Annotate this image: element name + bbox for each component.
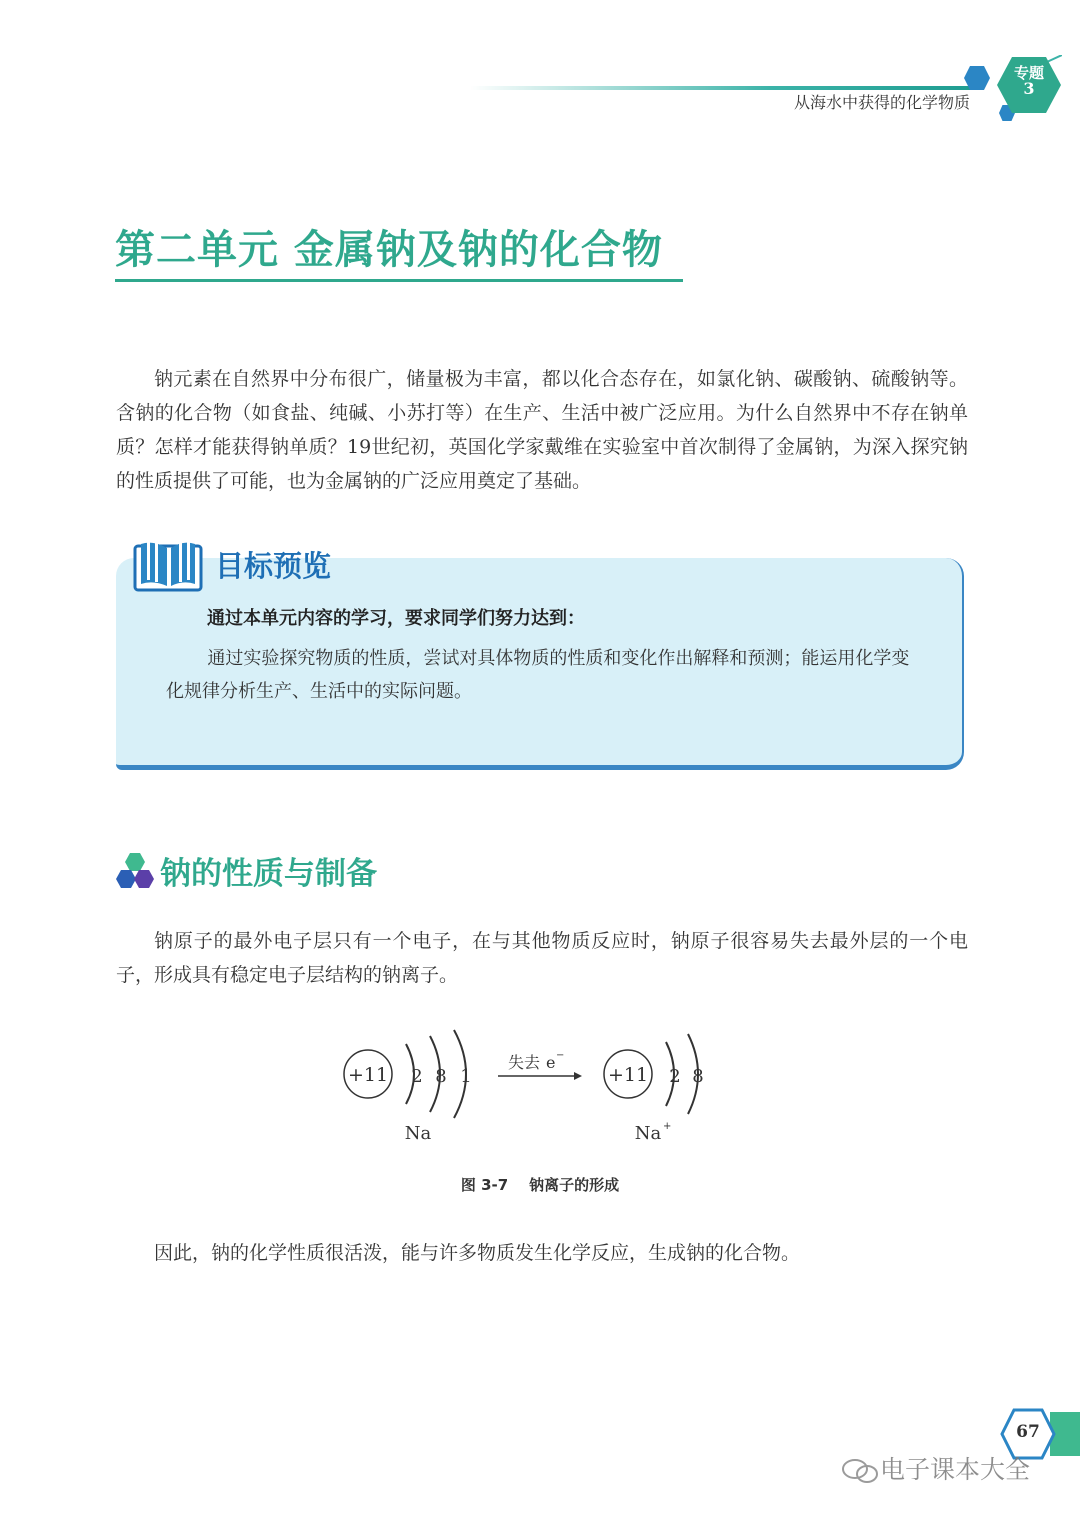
watermark-text: 电子课本大全 bbox=[880, 1455, 1031, 1484]
sodium-ion bbox=[604, 1034, 704, 1144]
na-shell-2: 8 bbox=[435, 1066, 447, 1087]
section-title: 钠的性质与制备 bbox=[160, 856, 377, 892]
chapter-title: 从海水中获得的化学物质 bbox=[793, 93, 970, 112]
badge-number: 3 bbox=[1023, 79, 1035, 98]
electron-charge: − bbox=[556, 1050, 565, 1061]
electron-symbol: e bbox=[546, 1053, 556, 1072]
na-label: Na bbox=[404, 1123, 432, 1144]
ion-shell-2: 8 bbox=[692, 1066, 704, 1087]
reaction-arrow bbox=[498, 1050, 582, 1080]
sodium-atom bbox=[344, 1030, 472, 1144]
goals-title: 目标预览 bbox=[215, 549, 332, 583]
hexagon-decoration-icon bbox=[963, 65, 991, 91]
unit-title: 第二单元 金属钠及钠的化合物 bbox=[115, 227, 663, 273]
page-number: 67 bbox=[1016, 1422, 1040, 1442]
chapter-badge bbox=[1004, 65, 1054, 97]
ion-label: Na bbox=[634, 1123, 662, 1144]
arrow-label: 失去 bbox=[508, 1053, 541, 1072]
intro-paragraph: 钠元素在自然界中分布很广，储量极为丰富，都以化合态存在，如氯化钠、碳酸钠、硫酸钠等。含钠的化合物（如食盐、纯碱、小苏打等）在生产、生活中被广泛应用。为什么自然界中不存在钠单质？怎样才能获得钠单质？19世纪初，英国化学家戴维在实验室中首次制得了金属钠，为深入探究钠的性质提供了可能，也为金属钠的广泛应用奠定了基础。 bbox=[116, 368, 968, 492]
watermark bbox=[840, 1450, 1030, 1486]
section-paragraph-2: 因此，钠的化学性质很活泼，能与许多物质发生化学反应，生成钠的化合物。 bbox=[154, 1242, 801, 1264]
sodium-ion-formation-diagram bbox=[330, 1028, 750, 1158]
na-nucleus: +11 bbox=[347, 1064, 389, 1086]
hexagon-cluster-icon bbox=[115, 852, 155, 890]
na-shell-1: 2 bbox=[411, 1066, 423, 1087]
na-shell-3: 1 bbox=[460, 1066, 472, 1087]
ion-shell-1: 2 bbox=[669, 1066, 681, 1087]
book-icon bbox=[133, 536, 205, 592]
figure-caption: 图 3-7 钠离子的形成 bbox=[460, 1176, 620, 1194]
section-paragraph: 钠原子的最外电子层只有一个电子，在与其他物质反应时，钠原子很容易失去最外层的一个电子，形成具有稳定电子层结构的钠离子。 bbox=[116, 930, 968, 986]
title-underline bbox=[115, 279, 683, 282]
watermark-icon bbox=[840, 1457, 880, 1485]
badge-label: 专题 bbox=[1013, 64, 1044, 82]
ion-nucleus: +11 bbox=[607, 1064, 649, 1086]
ion-charge: + bbox=[663, 1121, 672, 1132]
goals-text: 通过实验探究物质的性质，尝试对具体物质的性质和变化作出解释和预测；能运用化学变化规律分析生产、生活中的实际问题。 bbox=[166, 648, 910, 702]
goals-lead: 通过本单元内容的学习，要求同学们努力达到： bbox=[207, 608, 585, 629]
